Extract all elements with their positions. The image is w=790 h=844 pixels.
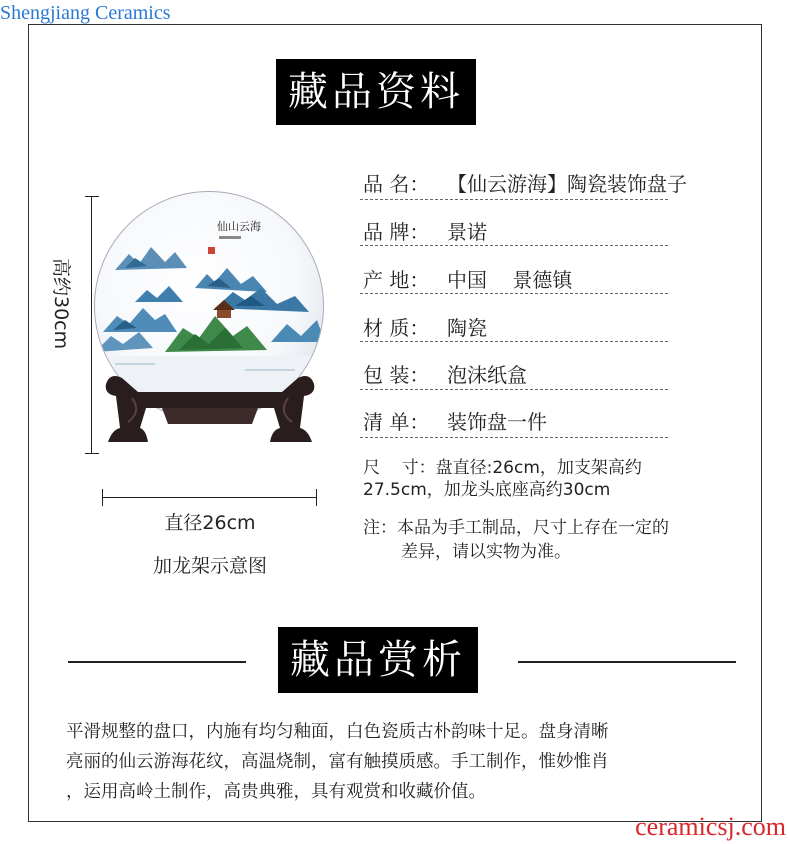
note-line: 差异，请以实物为准。 xyxy=(401,542,571,562)
spec-key: 材 质： xyxy=(363,316,430,340)
height-dimension-cap-bottom xyxy=(85,453,99,454)
spec-value: 泡沫纸盒 xyxy=(447,363,527,387)
description-line: 平滑规整的盘口，内施有均匀釉面，白色瓷质古朴韵味十足。盘身清晰 xyxy=(66,722,609,742)
width-dimension-cap-left xyxy=(102,489,103,506)
size-note-line: 尺 寸：盘直径:26cm，加支架高约 xyxy=(363,458,642,478)
spec-divider xyxy=(360,389,668,390)
spec-key: 产 地： xyxy=(363,268,430,292)
plate-inscription: 仙山云海 xyxy=(217,220,261,233)
spec-divider xyxy=(360,199,668,200)
spec-value: 陶瓷 xyxy=(447,316,487,340)
width-dimension-cap-right xyxy=(316,489,317,506)
spec-value: 景诺 xyxy=(447,220,487,244)
dragon-stand xyxy=(102,368,318,450)
spec-divider xyxy=(360,293,668,294)
size-note xyxy=(363,457,723,501)
section-title-appreciation: 藏品赏析 xyxy=(278,627,478,693)
handmade-note xyxy=(363,516,743,564)
spec-row-brand xyxy=(363,216,669,245)
product-description xyxy=(66,717,746,807)
spec-divider xyxy=(360,245,668,246)
height-label xyxy=(32,250,92,380)
spec-value: 装饰盘一件 xyxy=(447,410,547,434)
note-line: 注：本品为手工制品，尺寸上存在一定的 xyxy=(363,518,669,538)
height-label-text: 高约30cm xyxy=(50,258,72,350)
spec-row-material xyxy=(363,312,669,341)
spec-value: 【仙云游海】陶瓷装饰盘子 xyxy=(447,172,687,196)
spec-row-packaging xyxy=(363,359,669,388)
watermark-bottom: ceramicsj.com xyxy=(635,812,786,841)
section-title-collection-info: 藏品资料 xyxy=(276,59,476,125)
spec-row-contents xyxy=(363,406,669,435)
spec-key: 包 装： xyxy=(363,363,430,387)
height-dimension-cap-top xyxy=(85,196,99,197)
description-line: 亮丽的仙云游海花纹，高温烧制，富有触摸质感。手工制作，惟妙惟肖 xyxy=(66,752,609,772)
spec-value: 中国 景德镇 xyxy=(447,268,573,292)
spec-key: 品 牌： xyxy=(363,220,430,244)
section-rule-left xyxy=(68,661,246,663)
spec-row-name xyxy=(363,168,687,197)
width-dimension-line xyxy=(102,497,317,498)
spec-key: 品 名： xyxy=(363,172,430,196)
width-label: 直径26cm xyxy=(164,512,256,534)
spec-divider xyxy=(360,341,668,342)
watermark-top: Shengjiang Ceramics xyxy=(0,2,171,24)
size-note-line: 27.5cm，加龙头底座高约30cm xyxy=(363,480,611,500)
description-line: ，运用高岭土制作，高贵典雅，具有观赏和收藏价值。 xyxy=(66,782,486,802)
spec-divider xyxy=(360,437,668,438)
illustration-caption: 加龙架示意图 xyxy=(152,555,267,577)
spec-row-origin xyxy=(363,264,669,293)
section-rule-right xyxy=(518,661,736,663)
plate-illustration xyxy=(80,188,330,458)
spec-key: 清 单： xyxy=(363,410,430,434)
